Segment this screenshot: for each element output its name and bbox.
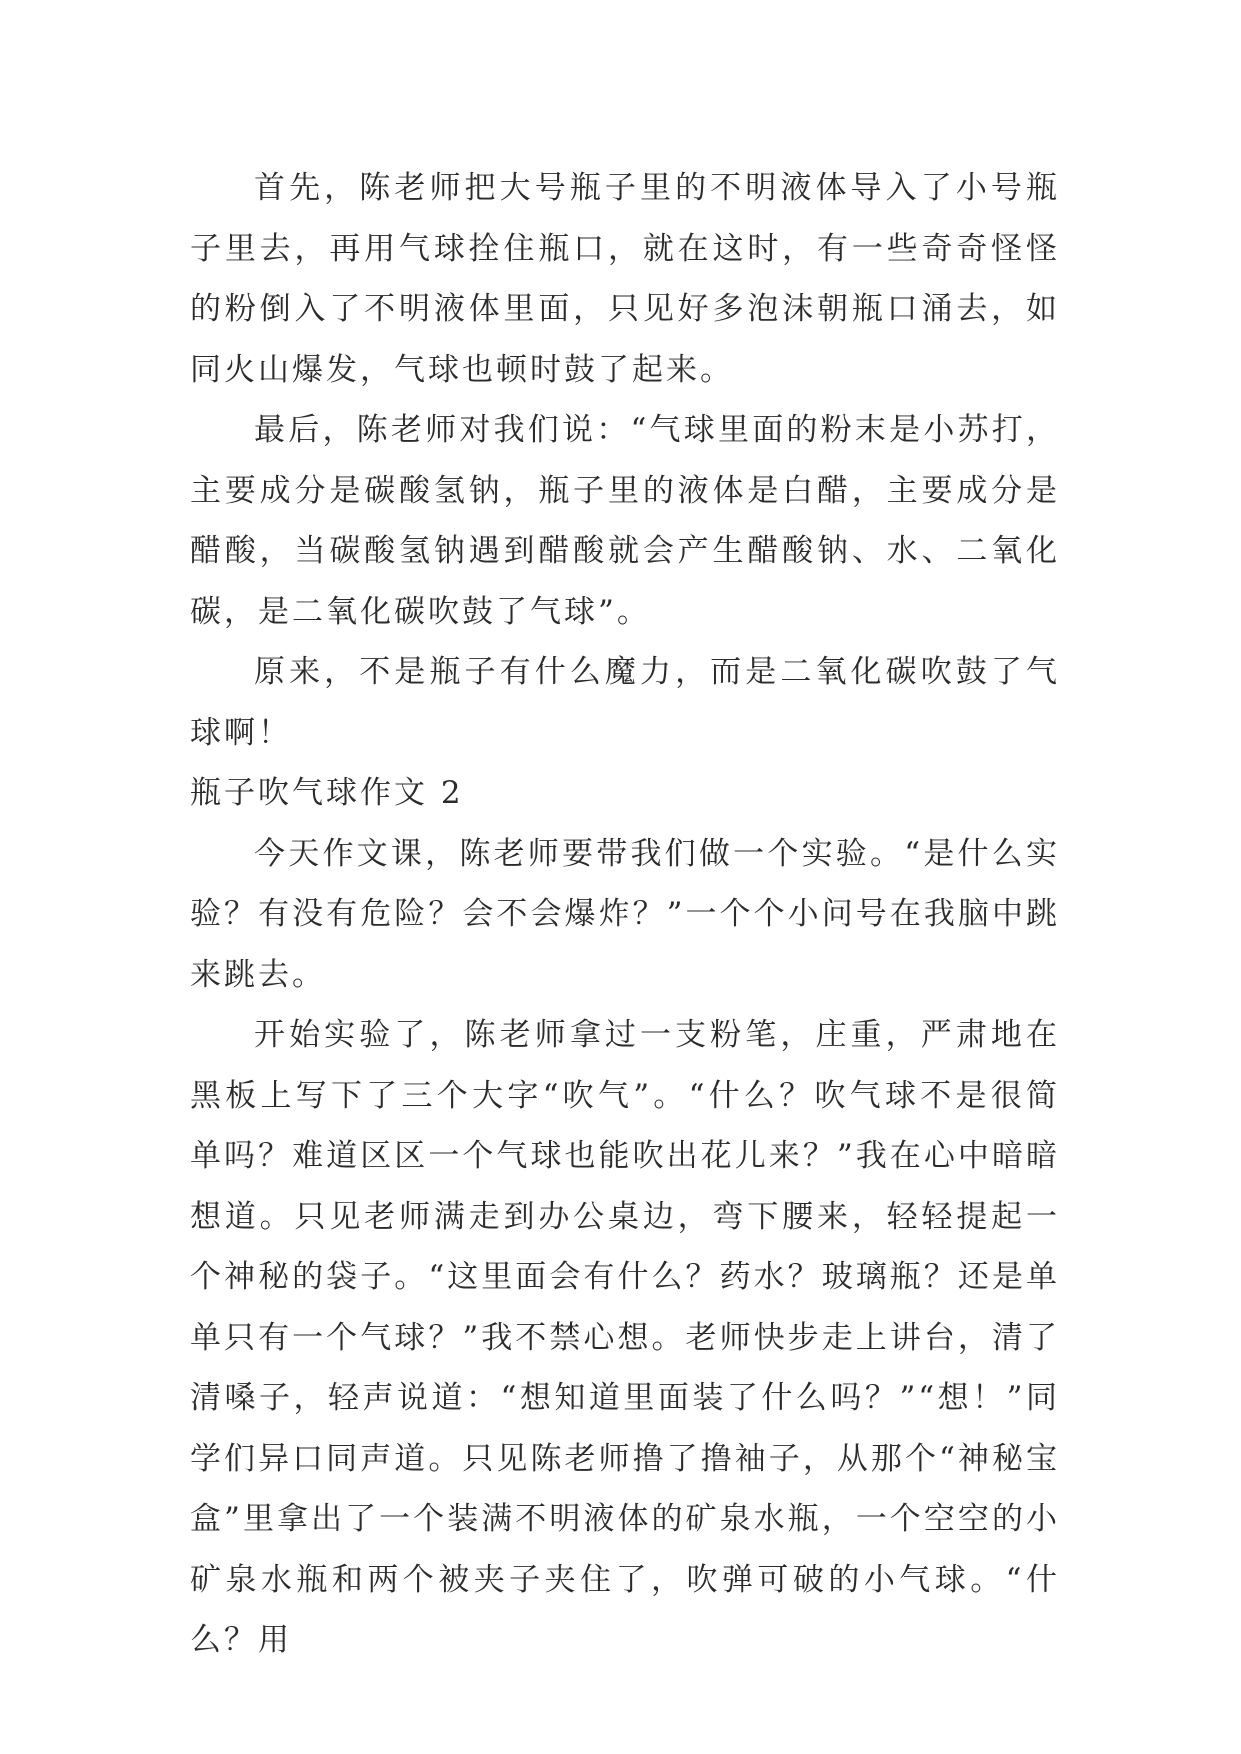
paragraph: 原来，不是瓶子有什么魔力，而是二氧化碳吹鼓了气球啊！	[190, 654, 1060, 751]
document-body	[190, 158, 1060, 1671]
section-title: 瓶子吹气球作文 2	[190, 775, 464, 811]
paragraph: 最后，陈老师对我们说：“气球里面的粉末是小苏打，主要成分是碳酸氢钠，瓶子里的液体是白醋，主要成分是醋酸，当碳酸氢钠遇到醋酸就会产生醋酸钠、水、二氧化碳，是二氧化碳吹鼓了气球”。	[190, 412, 1060, 630]
paragraph: 今天作文课，陈老师要带我们做一个实验。“是什么实验？有没有危险？会不会爆炸？”一个个小问号在我脑中跳来跳去。	[190, 835, 1060, 993]
paragraph: 开始实验了，陈老师拿过一支粉笔，庄重，严肃地在黑板上写下了三个大字“吹气”。“什么？吹气球不是很简单吗？难道区区一个气球也能吹出花儿来？”我在心中暗暗想道。只见老师满走到办公桌边，弯下腰来，轻轻提起一个神秘的袋子。“这里面会有什么？药水？玻璃瓶？还是单单只有一个气球？”我不禁心想。老师快步走上讲台，清了清嗓子，轻声说道：“想知道里面装了什么吗？”“想！”同学们异口同声道。只见陈老师撸了撸袖子，从那个“神秘宝盒”里拿出了一个装满不明液体的矿泉水瓶，一个空空的小矿泉水瓶和两个被夹子夹住了，吹弹可破的小气球。“什么？用	[190, 1017, 1060, 1658]
paragraph: 首先，陈老师把大号瓶子里的不明液体导入了小号瓶子里去，再用气球拴住瓶口，就在这时，有一些奇奇怪怪的粉倒入了不明液体里面，只见好多泡沫朝瓶口涌去，如同火山爆发，气球也顿时鼓了起来。	[190, 170, 1060, 388]
